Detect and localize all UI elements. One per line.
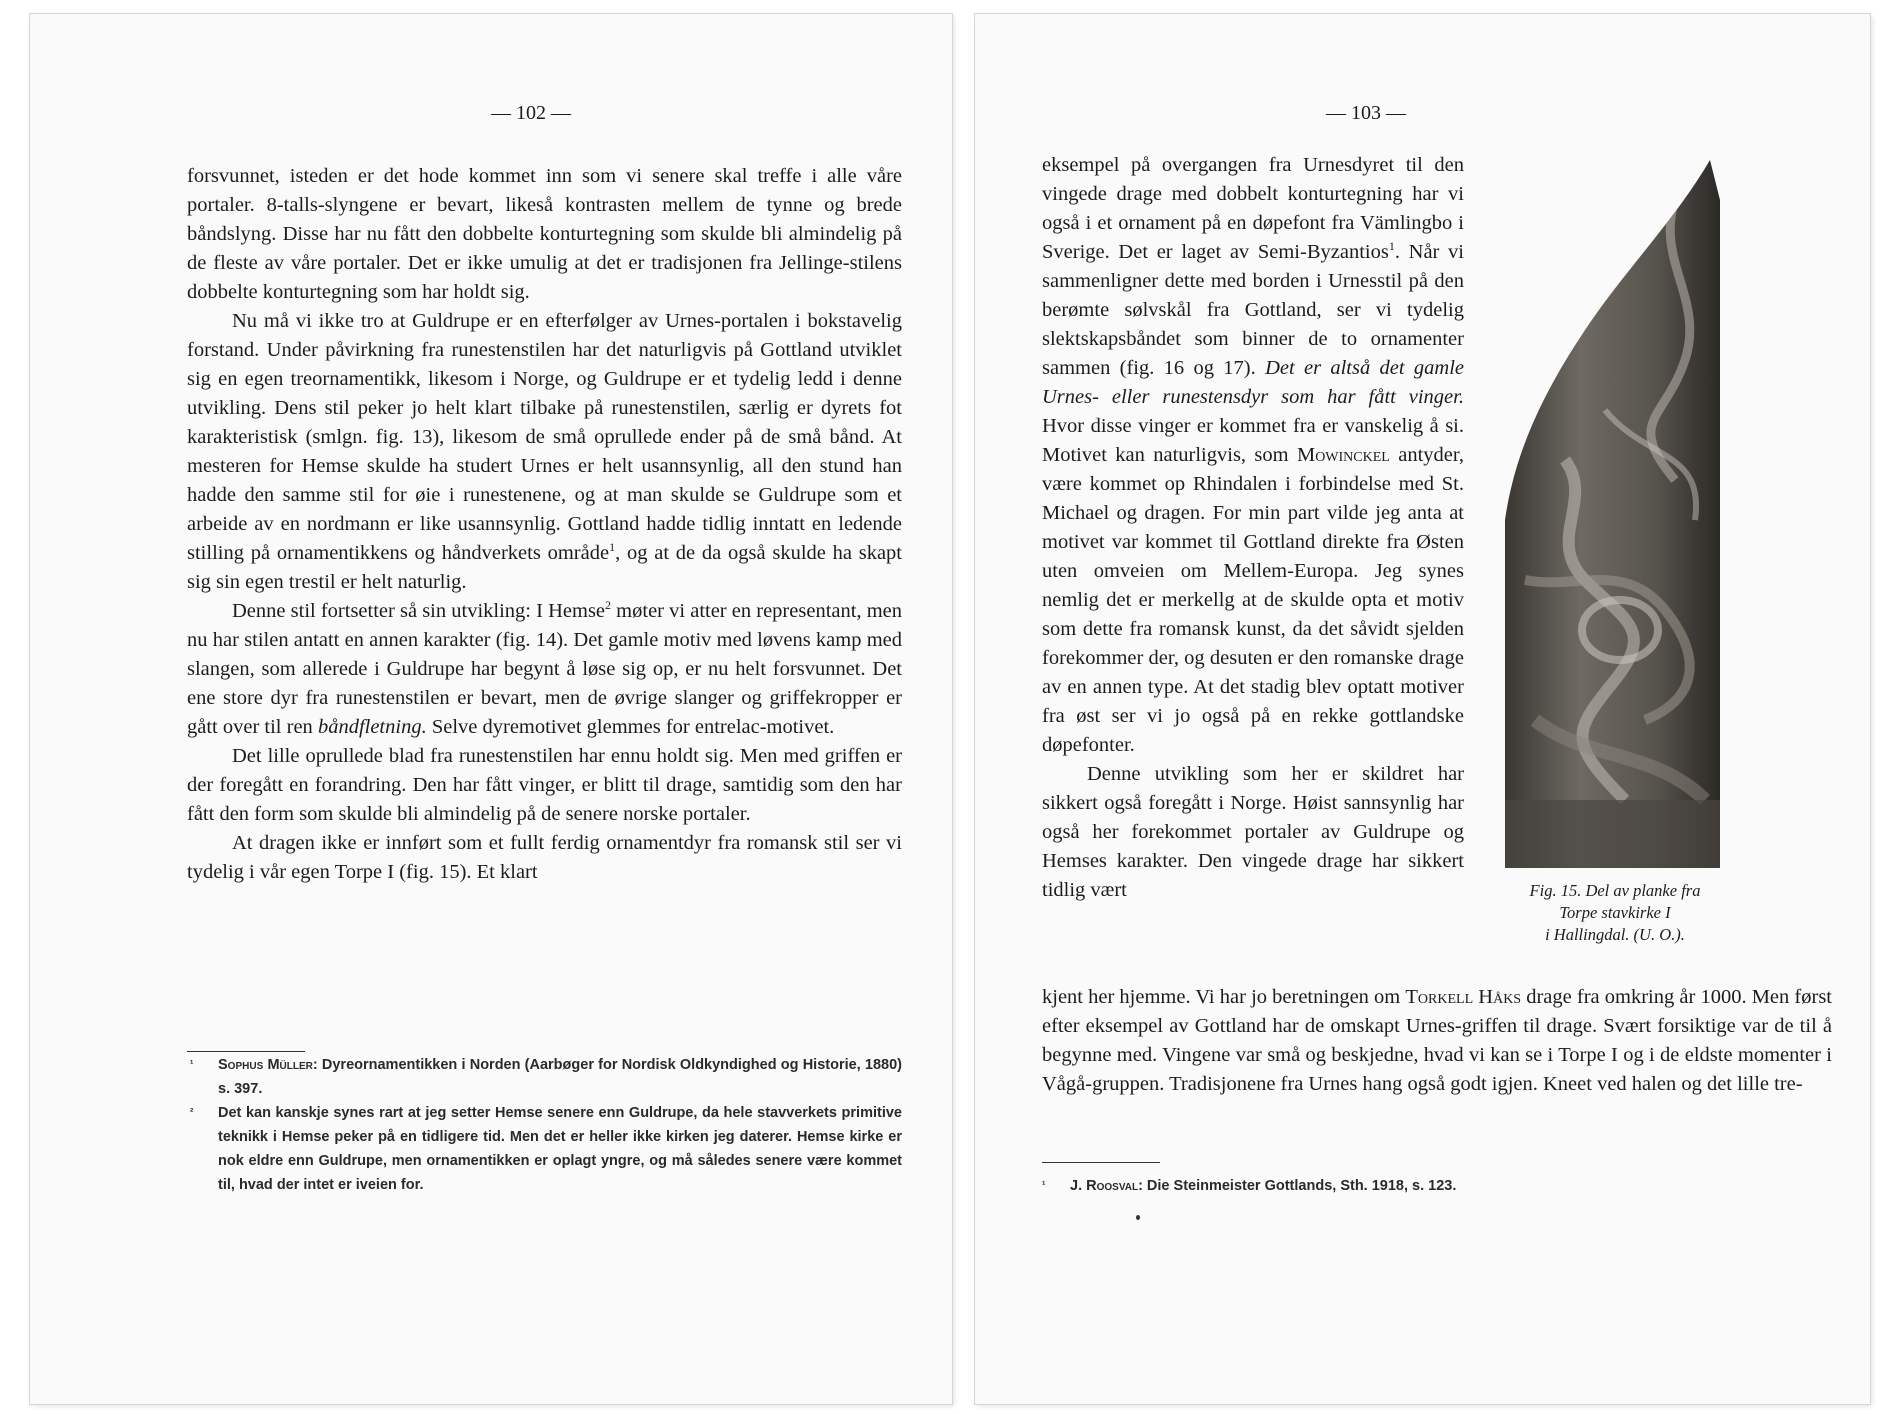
footnote [190, 1053, 902, 1101]
ink-dot [1136, 1215, 1140, 1220]
figure-caption [1490, 880, 1740, 946]
left-page [30, 14, 952, 1404]
footnote-rule [187, 1051, 305, 1052]
body-text [187, 162, 902, 887]
text-run: møter vi atter en representant, men nu har stilen antatt en annen karakter (fig. 14). Det gamle motiv med løvens kamp med slangen, som allerede i Guldrupe har begynt å løse sig op, er nu helt forsvunnet. Det ene store dyr fra runestenstilen er bevart, men de øvrige slanger og griffekropper er gått over til ren [187, 600, 902, 738]
footnote [190, 1101, 902, 1197]
carved-plank-photo [1505, 160, 1720, 868]
emphasis: båndfletning. [317, 716, 427, 738]
text-run: Nu må vi ikke tro at Guldrupe er en efterfølger av Urnes-portalen i bokstavelig forstand. Under påvirkning fra runestenstilen har det naturligvis på Gottland utviklet sig en egen treornamentikk, likesom i Norge, og Guldrupe er et tydelig ledd i denne utvikling. Dens stil peker jo helt klart tilbake på runestenstilen, særlig er dyrets fot karakteristisk (smlgn. fig. 13), likesom de små oprullede ender på de små bånd. At mesteren for Hemse skulde ha studert Urnes er helt usannsynlig, all den stund han hadde den samme stil for øie i runestenene, og at man skulde se Guldrupe som et arbeide av en nordmann er like usannsynlig. Gottland hadde tidlig inntatt en ledende stilling på ornamentikkens og håndverkets område [187, 310, 902, 564]
footnote-text: : Dyreornamentikken i Norden (Aarbøger for Nordisk Oldkyndighed og Historie, 1880) s. 397. [218, 1057, 902, 1097]
paragraph [1042, 983, 1832, 1099]
paragraph: forsvunnet, isteden er det hode kommet inn som vi senere skal treffe i alle våre portaler. 8-talls-slyngene er bevart, likeså kontrasten mellem de tynne og brede båndslyng. Disse har nu fått den dobbelte konturtegning som skulde bli almindelig på de fleste av våre portaler. Det er ikke umulig at det er tradisjonen fra Jellinge-stilens dobbelte konturtegning som har holdt sig. [187, 165, 902, 303]
footnote [1042, 1174, 1832, 1198]
caption-line: i Hallingdal. (U. O.). [1545, 925, 1685, 944]
body-text-narrow-column [1042, 151, 1464, 905]
footnote-rule [1042, 1162, 1160, 1163]
footnote-number: ¹ [1042, 1180, 1046, 1191]
footnotes [1042, 1174, 1832, 1198]
footnote-ref: 1 [1388, 239, 1395, 254]
footnote-author: Sophus Müller [218, 1057, 313, 1073]
text-run: Denne stil fortsetter så sin utvikling: I Hemse [232, 600, 606, 622]
footnote-author: J. Roosval [1070, 1178, 1139, 1194]
footnote-ref: 1 [609, 540, 616, 555]
footnote-number: ² [190, 1107, 194, 1118]
text-run: kjent her hjemme. Vi har jo beretningen om [1042, 986, 1401, 1008]
footnotes [190, 1053, 902, 1197]
footnote-ref: 2 [605, 598, 612, 613]
paragraph [1042, 151, 1464, 760]
author-name: Mowinckel [1296, 444, 1390, 466]
body-text-full-width [1042, 983, 1832, 1099]
text-run: eksempel på overgangen fra Urnesdyret til den vingede drage med dobbelt konturtegning har vi også i et ornament på en døpefont fra Vämlingbo i Sverige. Det er laget av Semi-Byzantios [1042, 154, 1464, 263]
text-run: antyder, være kommet op Rhindalen i forbindelse med St. Michael og dragen. For min part vilde jeg anta at motivet var kommet til Gottland direkte fra Østen uten omveien om Mellem-Europa. Jeg synes nemlig det er merkellg at de skulde opta et motiv som dette fra romansk kunst, da det såvidt sjelden forekommer der, og desuten er den romanske drage av en annen type. At det stadig blev optatt motiver fra øst ser vi jo også på en rekke gottlandske døpefonter. [1042, 444, 1465, 756]
paragraph: At dragen ikke er innført som et fullt ferdig ornamentdyr fra romansk stil ser vi tydelig i vår egen Torpe I (fig. 15). Et klart [187, 832, 902, 883]
text-run: Hvor disse vinger er kommet fra er vanskelig å si. Motivet kan naturligvis, som [1042, 415, 1464, 466]
page-number: — 102 — [491, 102, 571, 124]
paragraph: Det lille oprullede blad fra runestenstilen har ennu holdt sig. Men med griffen er der foregått en forandring. Den har fått vinger, er blitt til drage, samtidig som den har fått den form som skulde bli almindelig på de senere norske portaler. [187, 745, 902, 825]
paragraph: Denne utvikling som her er skildret har sikkert også foregått i Norge. Høist sannsynlig har også her forekommet portaler av Guldrupe og Hemses karakter. Den vingede drage har sikkert tidlig vært [1042, 763, 1464, 901]
caption-line: Fig. 15. Del av planke fra [1529, 881, 1701, 900]
right-page [975, 14, 1870, 1404]
caption-line: Torpe stavkirke I [1559, 903, 1671, 922]
author-name: Torkell Håks [1405, 986, 1522, 1008]
paragraph [187, 597, 902, 742]
text-run: . Når vi sammenligner dette med borden i Urnesstil på den berømte sølvskål fra Gottland, ser vi tydelig slektskapsbåndet som binner de to ornamenter sammen (fig. 16 og 17). [1042, 241, 1464, 379]
footnote-text: : Die Steinmeister Gottlands, Sth. 1918, s. 123. [1138, 1178, 1457, 1194]
page-number: — 103 — [1326, 102, 1406, 124]
emphasis: Det er altså det gamle Urnes- eller runestensdyr som har fått vinger. [1042, 357, 1464, 408]
text-run: og at de da også skulde ha skapt sig sin egen trestil er helt naturlig. [187, 542, 903, 593]
footnote-text: Det kan kanskje synes rart at jeg setter Hemse senere enn Guldrupe, da hele stavverkets primitive teknikk i Hemse peker på en tidligere tid. Men det er heller ikke kirken jeg daterer. Hemse kirke er nok eldre enn Guldrupe, men ornamentikken er oplagt yngre, og må således senere være kommet til, hvad der intet er iveien for. [218, 1105, 902, 1193]
text-run: Selve dyremotivet glemmes for entrelac-motivet. [431, 716, 835, 738]
text-run: drage fra omkring år 1000. Men først efter eksempel av Gottland har de omskapt Urnes-griffen til drage. Svært forsiktige var de til å begynne med. Vingene var små og beskjedne, hvad vi kan se i Torpe I og i de eldste momenter i Vågå-gruppen. Tradisjonene fra Urnes hang også godt igjen. Kneet ved halen og det lille tre- [1042, 986, 1832, 1095]
paragraph: Nu må vi ikke tro at Guldrupe er en efterfølger av Urnes-portalen i bokstavelig forstand. Under påvirkning fra runestenstilen har det naturligvis på Gottland utviklet sig en egen treornamentikk, likesom i Norge, og Guldrupe er et tydelig ledd i denne utvikling. Dens stil peker jo helt klart tilbake på runestenstilen, særlig er dyrets fot karakteristisk (smlgn. fig. 13), likesom de små oprullede ender på de små bånd. At mesteren for Hemse skulde ha studert Urnes er helt usannsynlig, all den stund han hadde den samme stil for øie i runestenene, og at man skulde se Guldrupe som et arbeide av en nordmann er like usannsynlig. Gottland hadde tidlig inntatt en ledende stilling på ornamentikkens og håndverkets område$^1$, og at de da også skulde ha skapt sig sin egen trestil er helt naturlig. [187, 310, 903, 593]
footnote-number: ¹ [190, 1059, 194, 1070]
